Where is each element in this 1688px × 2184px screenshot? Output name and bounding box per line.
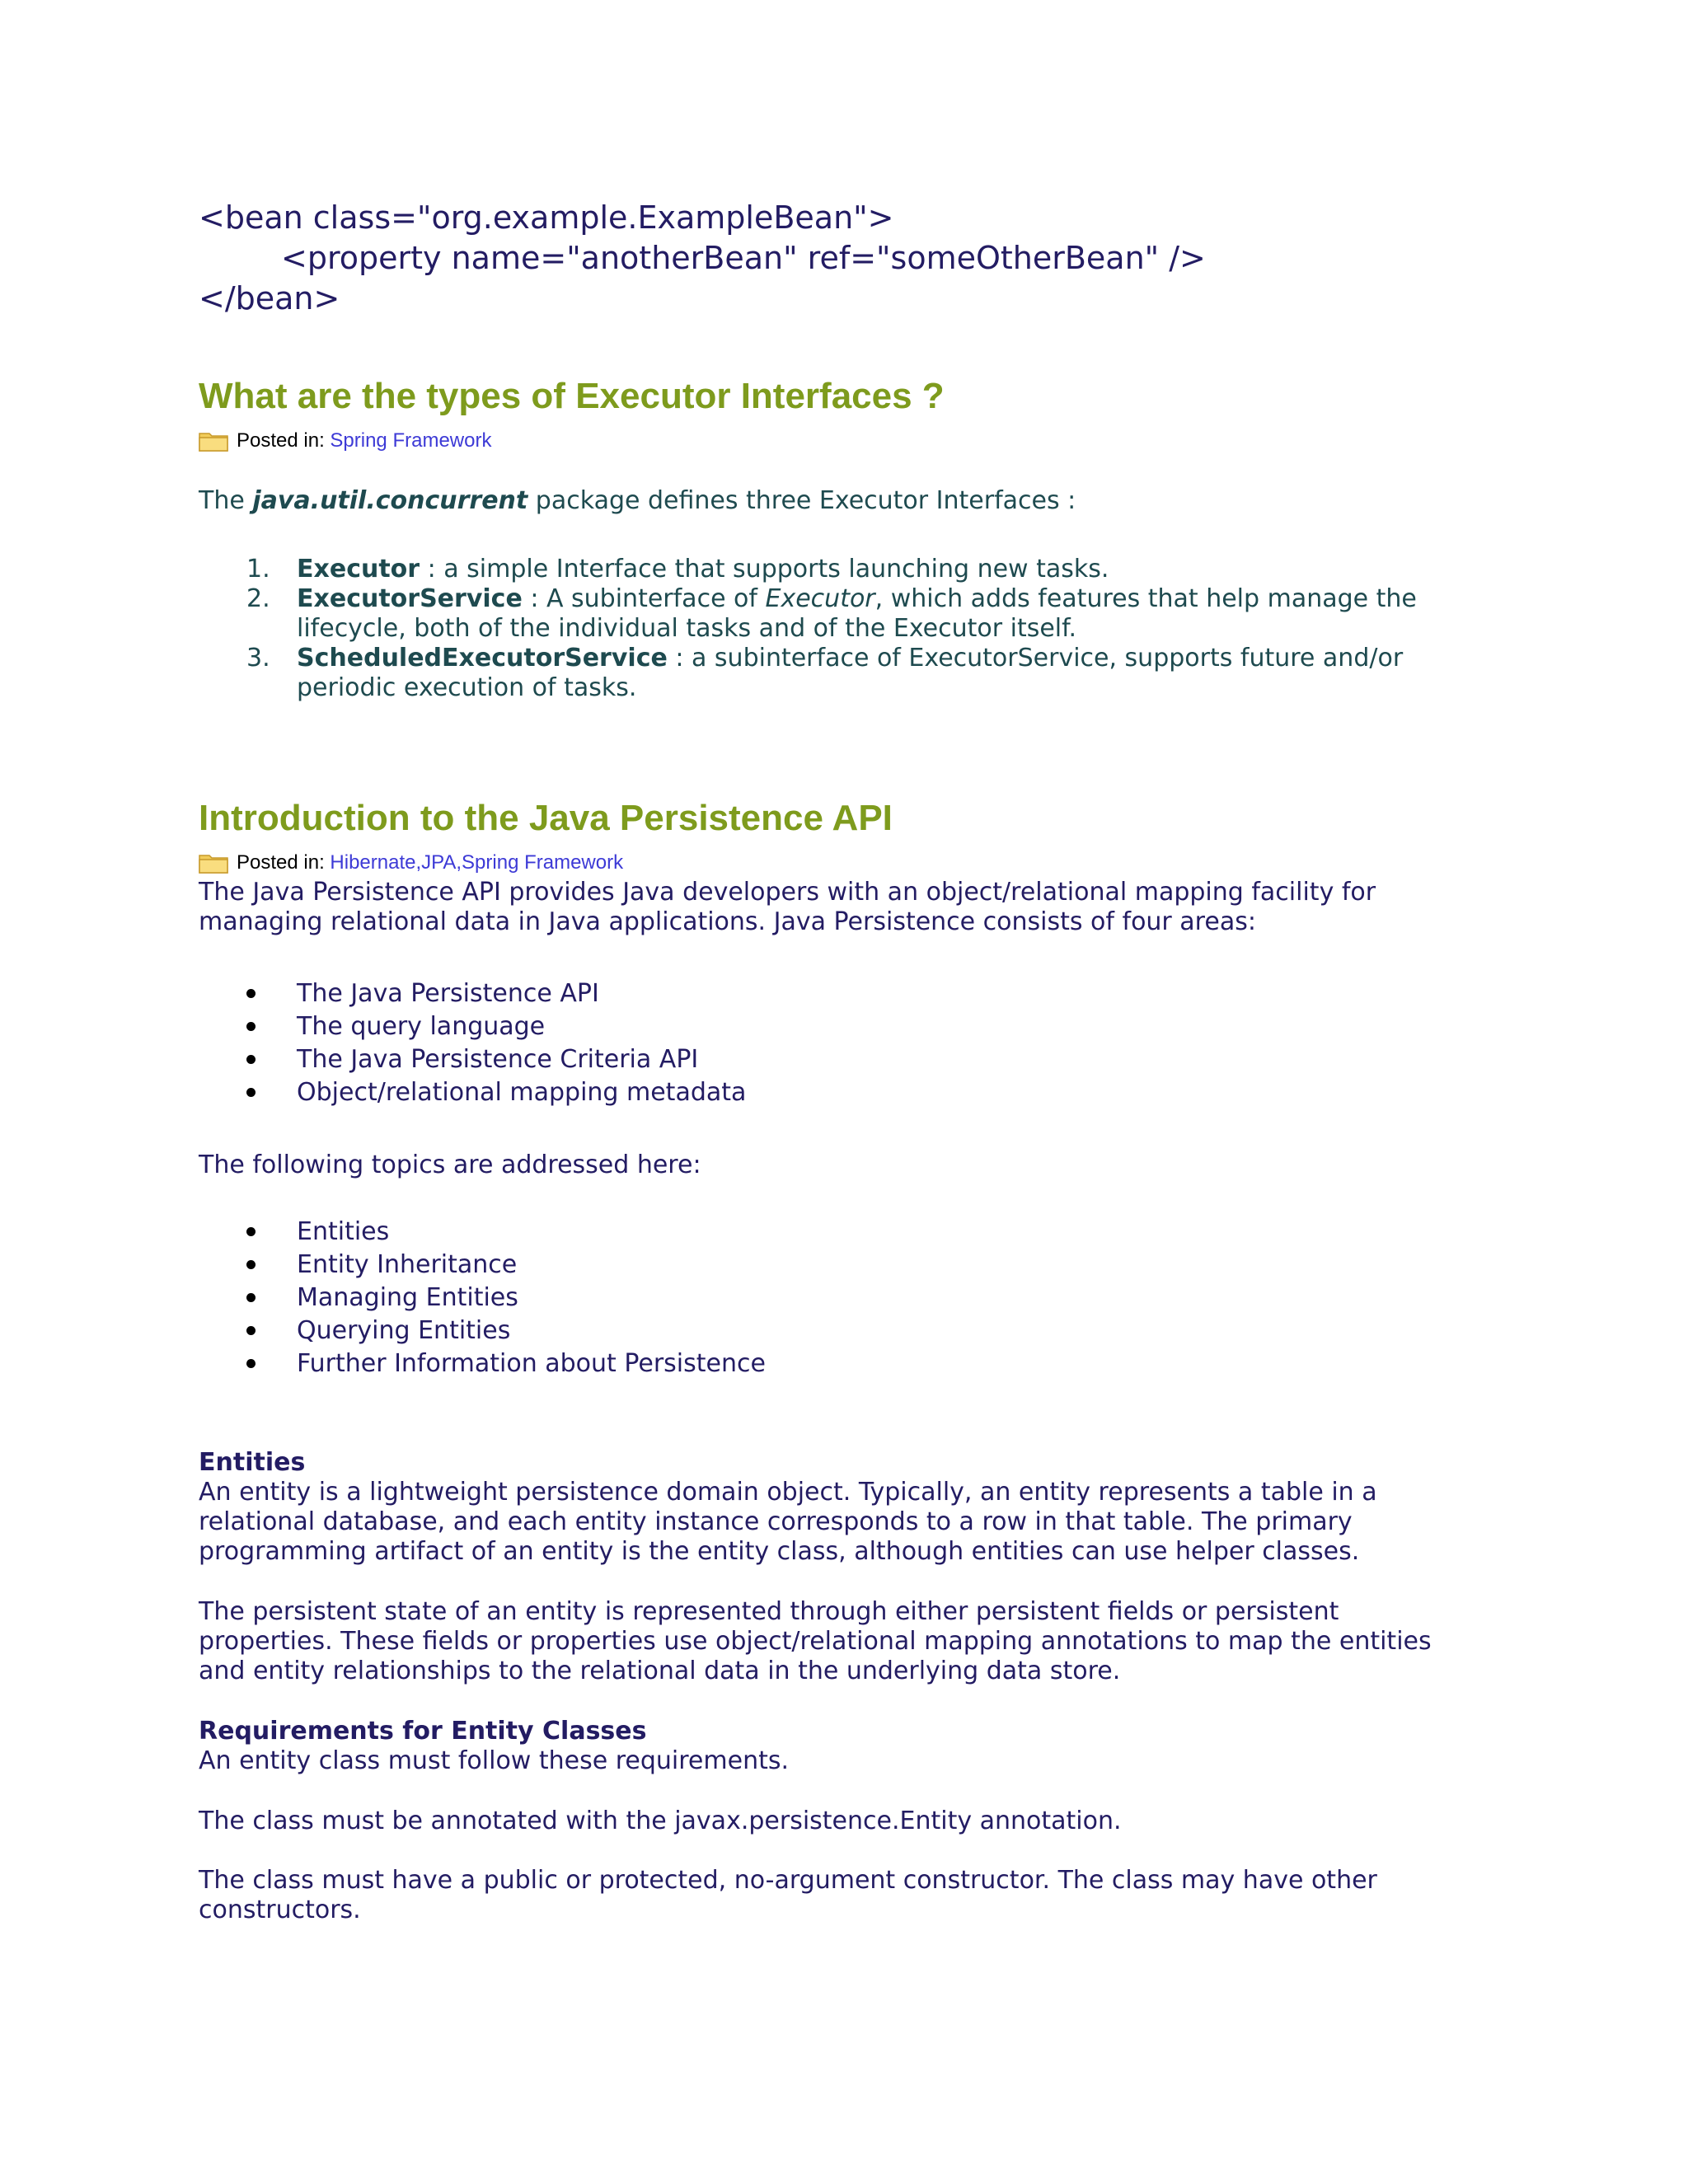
- entities-heading: Entities: [199, 1448, 306, 1477]
- bullet: [246, 1227, 256, 1236]
- list-item: [199, 584, 1451, 644]
- bullet: [246, 1055, 256, 1064]
- code-line-1: <bean class="org.example.ExampleBean">: [199, 199, 894, 236]
- list-number: 3.: [246, 644, 270, 673]
- executor-list: [199, 555, 1451, 703]
- folder-icon: [199, 430, 228, 452]
- list-item: [199, 1010, 746, 1043]
- interface-description: : A subinterface of: [522, 584, 766, 613]
- intro-text-after: package defines three Executor Interfaces :: [528, 486, 1076, 515]
- bullet: [246, 1359, 256, 1368]
- category-link-jpa[interactable]: JPA: [421, 851, 457, 874]
- bullet: [246, 1260, 256, 1269]
- folder-icon: [199, 852, 228, 874]
- category-separator: ,: [456, 851, 462, 874]
- interface-name: Executor: [297, 555, 420, 583]
- list-item: [199, 1076, 746, 1109]
- category-link-spring-framework[interactable]: Spring Framework: [330, 429, 492, 452]
- category-link-hibernate[interactable]: Hibernate: [330, 851, 416, 874]
- requirements-paragraph-2: The class must have a public or protected, no-argument constructor. The class may have other constructors.: [199, 1866, 1377, 1924]
- entities-paragraph-1: An entity is a lightweight persistence domain object. Typically, an entity represents a table in a relational database, and each entity instance corresponds to a row in that table. The primary programming artifact of an entity is the entity class, although entities can use helper classes.: [199, 1478, 1377, 1566]
- list-item-text: Entity Inheritance: [297, 1250, 518, 1279]
- entities-paragraph-2: The persistent state of an entity is represented through either persistent fields or persistent properties. These fields or properties use object/relational mapping annotations to map the entities and entity relationships to the relational data in the underlying data store.: [199, 1597, 1432, 1685]
- list-item-text: The Java Persistence Criteria API: [297, 1045, 699, 1074]
- intro-text-before: The: [199, 486, 253, 515]
- executor-intro: [199, 486, 1076, 516]
- interface-name: ScheduledExecutorService: [297, 644, 668, 673]
- list-item: [199, 1315, 766, 1347]
- requirements-paragraph-1: The class must be annotated with the javax.persistence.Entity annotation.: [199, 1807, 1122, 1835]
- interface-name: ExecutorService: [297, 584, 523, 613]
- bullet: [246, 1022, 256, 1031]
- interface-description: , which adds features that help manage the lifecycle, both of the individual tasks and of the Executor itself.: [297, 584, 1417, 643]
- list-item: [199, 555, 1451, 584]
- bullet: [246, 1088, 256, 1097]
- bullet: [246, 989, 256, 998]
- list-item-text: Querying Entities: [297, 1316, 511, 1345]
- requirements-intro: An entity class must follow these requirements.: [199, 1746, 790, 1775]
- list-item: [199, 1282, 766, 1315]
- list-item-text: The query language: [297, 1012, 546, 1041]
- category-link-spring-framework[interactable]: Spring Framework: [462, 851, 624, 874]
- post-title-executor[interactable]: What are the types of Executor Interfaces ?: [199, 376, 945, 416]
- list-item-text: Further Information about Persistence: [297, 1349, 766, 1378]
- interface-description: : a simple Interface that supports launching new tasks.: [420, 555, 1109, 583]
- topics-list: [199, 1216, 766, 1380]
- list-item-text: The Java Persistence API: [297, 979, 599, 1008]
- code-line-3: </bean>: [199, 280, 340, 316]
- list-number: 2.: [246, 584, 270, 613]
- list-item: [199, 1249, 766, 1282]
- requirements-heading: Requirements for Entity Classes: [199, 1717, 647, 1746]
- jpa-areas-list: [199, 977, 746, 1109]
- posted-in-label: Posted in:: [237, 851, 325, 874]
- post-meta-jpa: [199, 850, 623, 876]
- list-item: [199, 1043, 746, 1076]
- list-item-text: Entities: [297, 1217, 390, 1246]
- list-item: [199, 1216, 766, 1249]
- bullet: [246, 1293, 256, 1302]
- code-sample: [199, 198, 1206, 319]
- posted-in-label: Posted in:: [237, 429, 325, 452]
- list-number: 1.: [246, 555, 270, 583]
- list-item-text: Managing Entities: [297, 1283, 518, 1312]
- post-title-jpa[interactable]: Introduction to the Java Persistence API: [199, 798, 893, 838]
- jpa-intro: The Java Persistence API provides Java developers with an object/relational mapping facility for managing relational data in Java applications. Java Persistence consists of four areas:: [199, 878, 1376, 936]
- list-item: [199, 1347, 766, 1380]
- bullet: [246, 1326, 256, 1335]
- post-meta-executor: [199, 428, 491, 454]
- topics-intro: The following topics are addressed here:: [199, 1151, 701, 1179]
- list-item-text: Object/relational mapping metadata: [297, 1078, 747, 1107]
- package-name: java.util.concurrent: [252, 486, 528, 515]
- interface-description: : a subinterface of ExecutorService, supports future and/or periodic execution of tasks.: [297, 644, 1404, 702]
- code-line-2: <property name="anotherBean" ref="someOtherBean" />: [281, 240, 1206, 276]
- list-item: [199, 977, 746, 1010]
- category-separator: ,: [415, 851, 422, 874]
- list-item: [199, 644, 1451, 703]
- interface-emphasis: Executor: [765, 584, 875, 613]
